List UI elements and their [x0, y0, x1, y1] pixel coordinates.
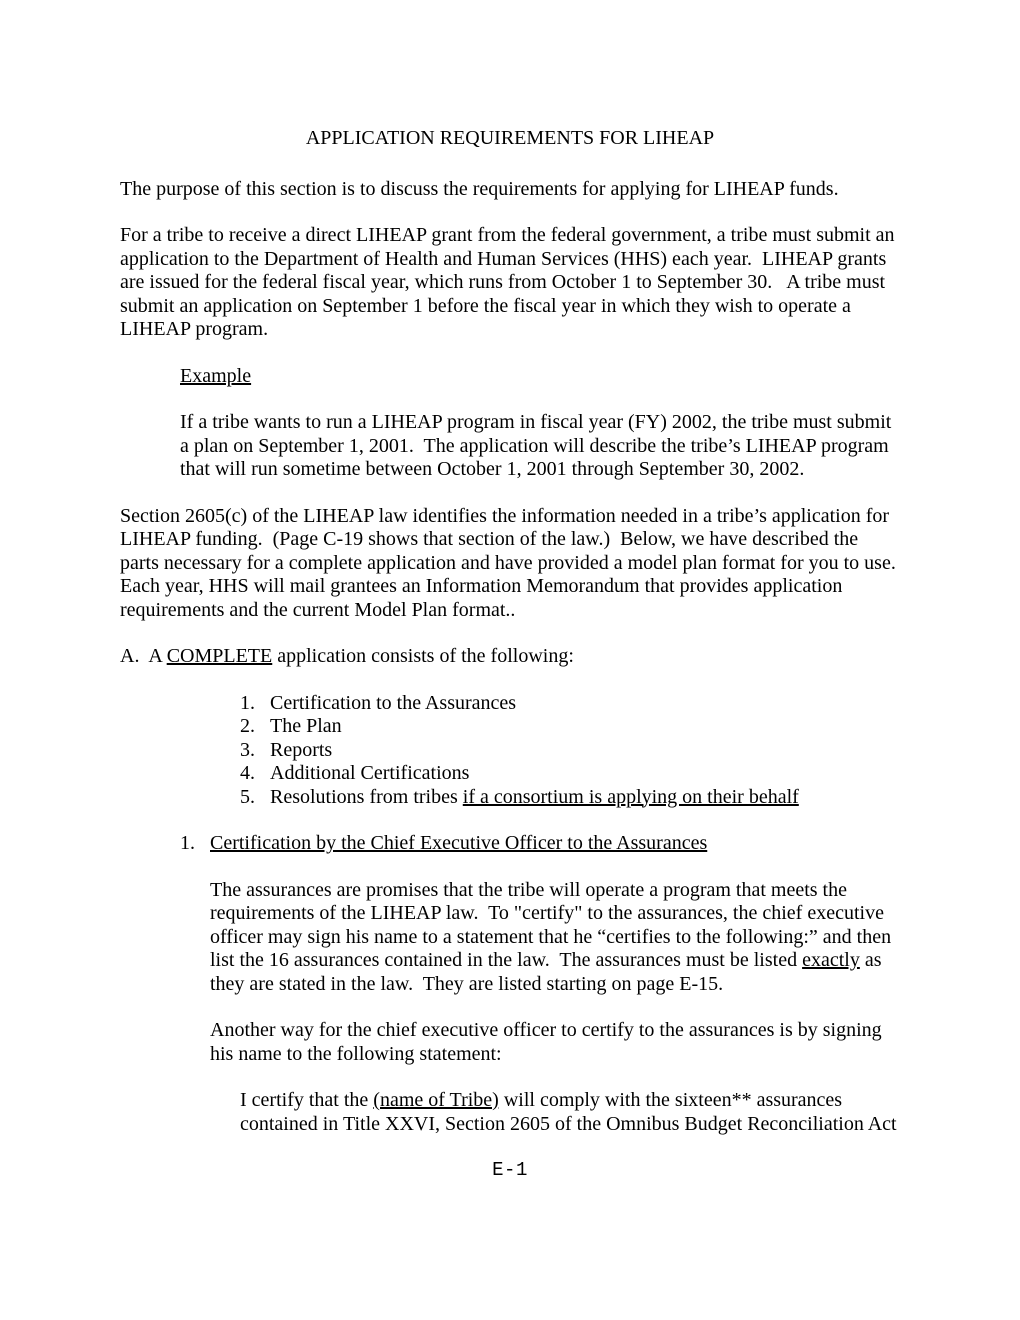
- paragraph-section-2605: [120, 504, 906, 623]
- text-run: Another way for the chief executive officer to certify to the assurances is by signing his name to the following statement:: [210, 1019, 887, 1065]
- list-item: [240, 692, 900, 716]
- text-run: Example: [180, 364, 252, 387]
- list-item: [240, 786, 900, 810]
- text-run: as they are stated in the law. They are listed starting on page E-15.: [210, 949, 887, 995]
- paragraph-another-way: [210, 1019, 900, 1066]
- text-run: The Plan: [270, 715, 342, 737]
- certification-section-heading: [180, 832, 900, 856]
- paragraph-purpose: [120, 178, 900, 202]
- text-run: A. A: [120, 645, 167, 667]
- paragraph-complete-application: [120, 645, 900, 669]
- text-run: Additional Certifications: [270, 762, 470, 784]
- text-run: Certification to the Assurances: [270, 691, 517, 714]
- page-number: E-1: [492, 1159, 528, 1181]
- text-run: application consists of the following:: [272, 645, 574, 667]
- section-heading-text: [210, 832, 900, 856]
- text-run: Resolutions from tribes: [270, 785, 463, 808]
- list-item-text: [270, 715, 900, 739]
- list-item-number: 4.: [240, 762, 255, 784]
- paragraph-assurances: [210, 879, 900, 997]
- text-run: If a tribe wants to run a LIHEAP program in fiscal year (FY) 2002, the tribe must submit a plan on September 1, 2001. The application will describe the tribe’s LIHEAP program that will run sometime between October 1, 2001 through September 30, 2002.: [180, 411, 897, 480]
- text-run: For a tribe to receive a direct LIHEAP grant from the federal government, a tribe must submit an application to the Department of Health and Human Services (HHS) each year. LIHEAP grants are issued for the federal fiscal year, which runs from October 1 to September 30. A tribe must submit an application on September 1 before the fiscal year in which they wish to operate a LIHEAP program.: [120, 224, 900, 340]
- list-item-number: 5.: [240, 785, 255, 808]
- list-item-text: [270, 762, 900, 786]
- paragraph-certify-statement: [240, 1089, 900, 1136]
- paragraph-example: [180, 411, 900, 482]
- list-item: [240, 762, 900, 786]
- document-title: APPLICATION REQUIREMENTS FOR LIHEAP: [305, 127, 715, 149]
- paragraph-grant-overview: [120, 224, 900, 342]
- text-run: COMPLETE: [166, 645, 273, 667]
- text-run: if a consortium is applying on their behalf: [462, 785, 799, 808]
- text-run: (name of Tribe): [373, 1089, 499, 1111]
- list-item: [240, 715, 900, 739]
- text-run: Certification by the Chief Executive Officer to the Assurances: [210, 832, 708, 854]
- list-item-number: 1.: [240, 691, 255, 714]
- application-components-list: [240, 692, 900, 810]
- example-heading: [180, 365, 900, 389]
- text-run: The purpose of this section is to discuss the requirements for applying for LIHEAP funds.: [120, 177, 839, 200]
- list-item-number: 3.: [240, 738, 255, 761]
- text-run: Reports: [270, 738, 333, 761]
- text-run: exactly: [802, 949, 860, 971]
- list-item-text: [270, 739, 900, 763]
- list-item-number: 2.: [240, 715, 255, 737]
- text-run: will comply with the sixteen** assurances contained in Title XXVI, Section 2605 of the Omnibus Budget Reconciliation Act: [240, 1089, 897, 1135]
- text-run: I certify that the: [240, 1089, 374, 1111]
- list-item-text: [270, 692, 900, 716]
- text-run: Section 2605(c) of the LIHEAP law identifies the information needed in a tribe’s application for LIHEAP funding. (Page C-19 shows that section of the law.) Below, we have described the parts necessary for a complete application and have provided a model plan format for you to use. Each year, HHS will mail grantees an Information Memorandum that provides application requirements and the current Model Plan format..: [120, 504, 906, 621]
- text-run: The assurances are promises that the tribe will operate a program that meets the requirements of the LIHEAP law. To "certify" to the assurances, the chief executive officer may sign his name to a statement that he “certifies to the following:” and then list the 16 assurances contained in the law. The assurances must be listed: [210, 878, 897, 971]
- list-item-text: [270, 786, 900, 810]
- section-heading-number: 1.: [180, 832, 195, 854]
- list-item: [240, 739, 900, 763]
